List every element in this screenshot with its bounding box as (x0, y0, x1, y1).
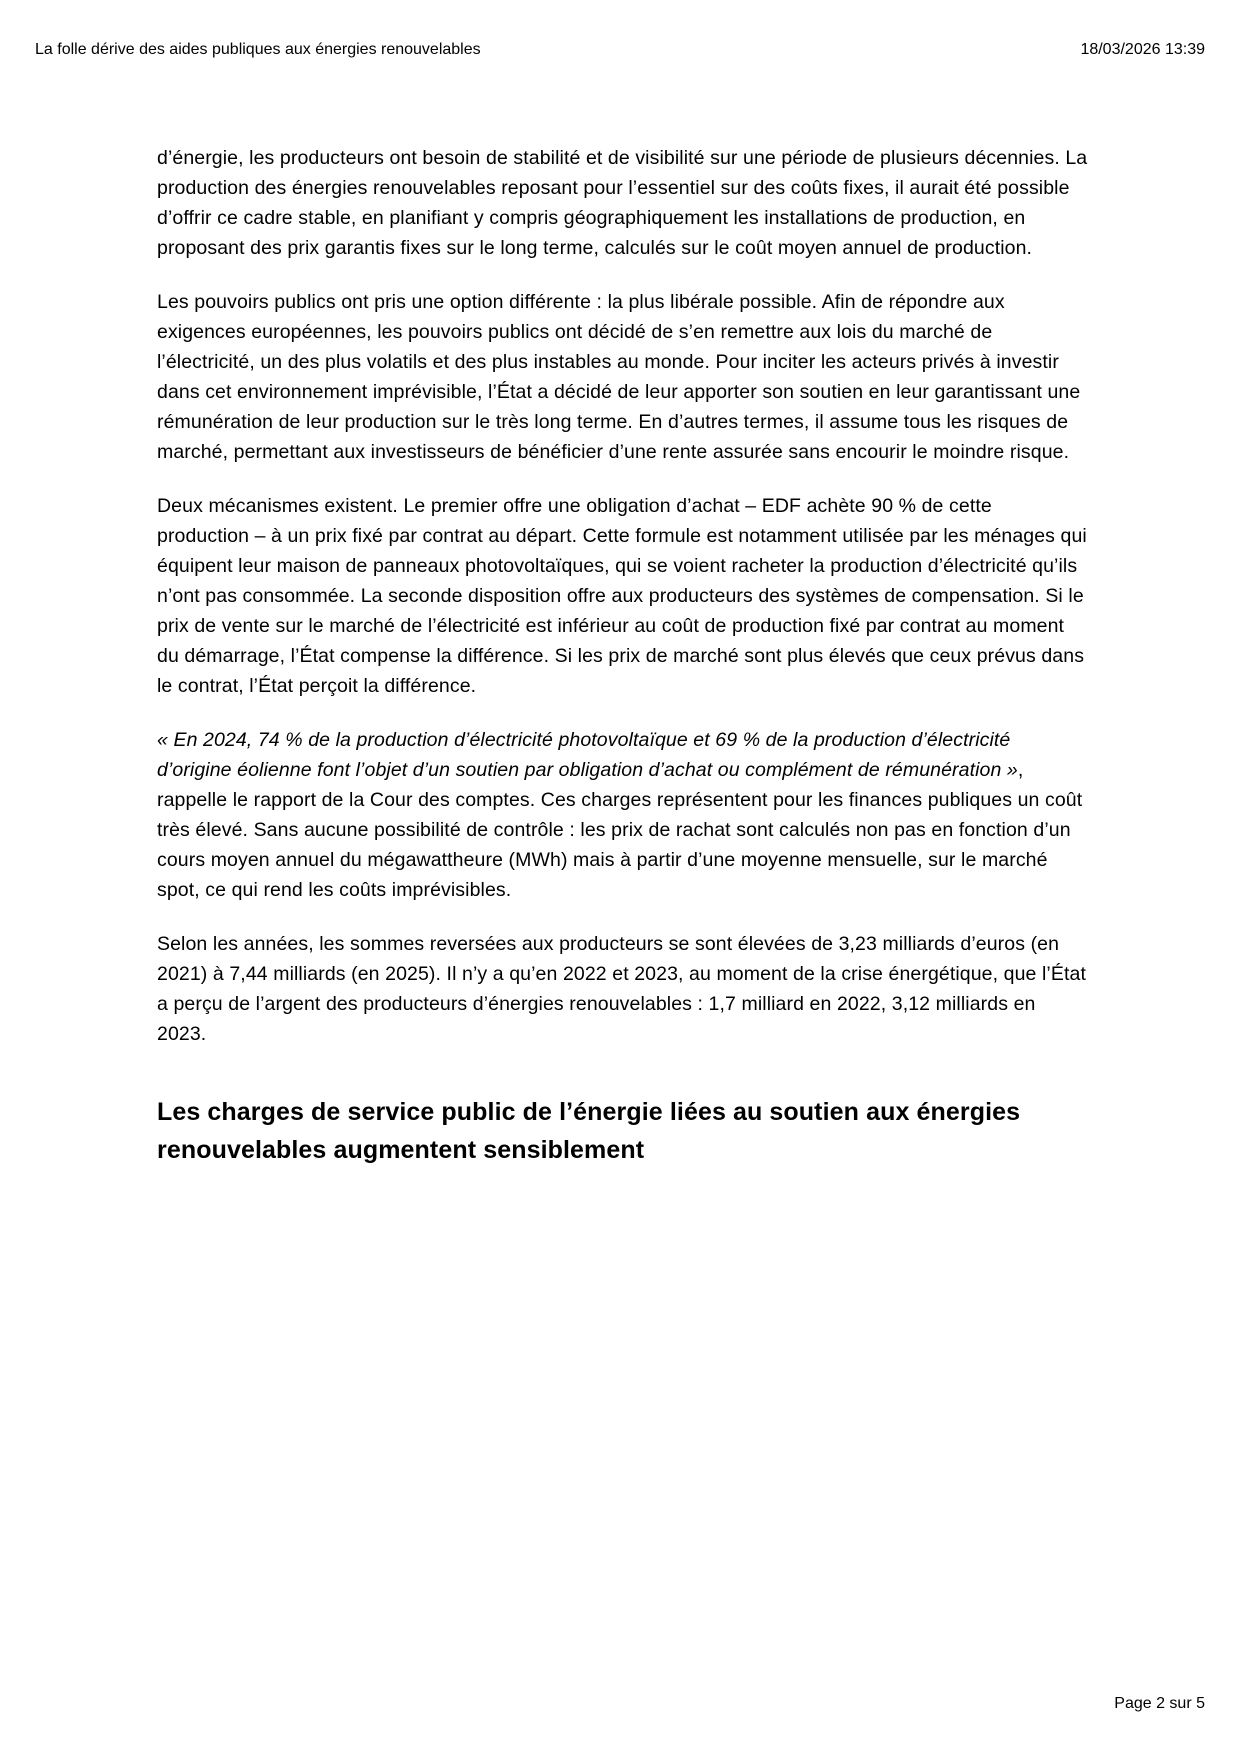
header-datetime: 18/03/2026 13:39 (1080, 41, 1205, 58)
section-heading: Les charges de service public de l’énergie liées au soutien aux énergies renouvelables augmentent sensiblement (157, 1098, 1021, 1164)
quote-attribution: , rappelle le rapport de la Cour des comptes. Ces charges représentent pour les finances publiques un coût très élevé. Sans aucune possibilité de contrôle : les prix de rachat sont calculés non pas en fonction d’un cours moyen annuel du mégawattheure (MWh) mais à partir d’une moyenne mensuelle, sur le marché spot, ce qui rend les coûts imprévisibles. (157, 759, 1083, 901)
paragraph-two-mechanisms: Deux mécanismes existent. Le premier offre une obligation d’achat – EDF achète 90 % de cette production – à un prix fixé par contrat au départ. Cette formule est notamment utilisée par les ménages qui équipent leur maison de panneaux photovoltaïques, qui se voient racheter la production d’électricité qu’ils n’ont pas consommée. La seconde disposition offre aux producteurs des systèmes de compensation. Si le prix de vente sur le marché de l’électricité est inférieur au coût de production fixé par contrat au moment du démarrage, l’État compense la différence. Si les prix de marché sont plus élevés que ceux prévus dans le contrat, l’État perçoit la différence. (157, 495, 1087, 697)
paragraph-stability: d’énergie, les producteurs ont besoin de stabilité et de visibilité sur une période de plusieurs décennies. La production des énergies renouvelables reposant pour l’essentiel sur des coûts fixes, il aurait été possible d’offrir ce cadre stable, en planifiant y compris géographiquement les installations de production, en proposant des prix garantis fixes sur le long terme, calculés sur le coût moyen annuel de production. (157, 147, 1088, 259)
print-header (35, 40, 1205, 60)
print-footer (35, 1694, 1205, 1714)
header-title: La folle dérive des aides publiques aux énergies renouvelables (35, 41, 481, 58)
page-number: Page 2 sur 5 (1114, 1695, 1205, 1712)
article-body (157, 143, 1089, 1169)
quote-italic: « En 2024, 74 % de la production d’électricité photovoltaïque et 69 % de la production d’électricité d’origine éolienne font l’objet d’un soutien par obligation d’achat ou complément de rémunération » (157, 729, 1018, 781)
paragraph-liberal-option: Les pouvoirs publics ont pris une option différente : la plus libérale possible. Afin de répondre aux exigences européennes, les pouvoirs publics ont décidé de s’en remettre aux lois du marché de l’électricité, un des plus volatils et des plus instables au monde. Pour inciter les acteurs privés à investir dans cet environnement imprévisible, l’État a décidé de leur apporter son soutien en leur garantissant une rémunération de leur production sur le très long terme. En d’autres termes, il assume tous les risques de marché, permettant aux investisseurs de bénéficier d’une rente assurée sans encourir le moindre risque. (157, 291, 1081, 463)
paragraph-sums-paid: Selon les années, les sommes reversées aux producteurs se sont élevées de 3,23 milliards d’euros (en 2021) à 7,44 milliards (en 2025). Il n’y a qu’en 2022 et 2023, au moment de la crise énergétique, que l’État a perçu de l’argent des producteurs d’énergies renouvelables : 1,7 milliard en 2022, 3,12 milliards en 2023. (157, 933, 1086, 1045)
paragraph-cour-des-comptes (157, 725, 1089, 905)
